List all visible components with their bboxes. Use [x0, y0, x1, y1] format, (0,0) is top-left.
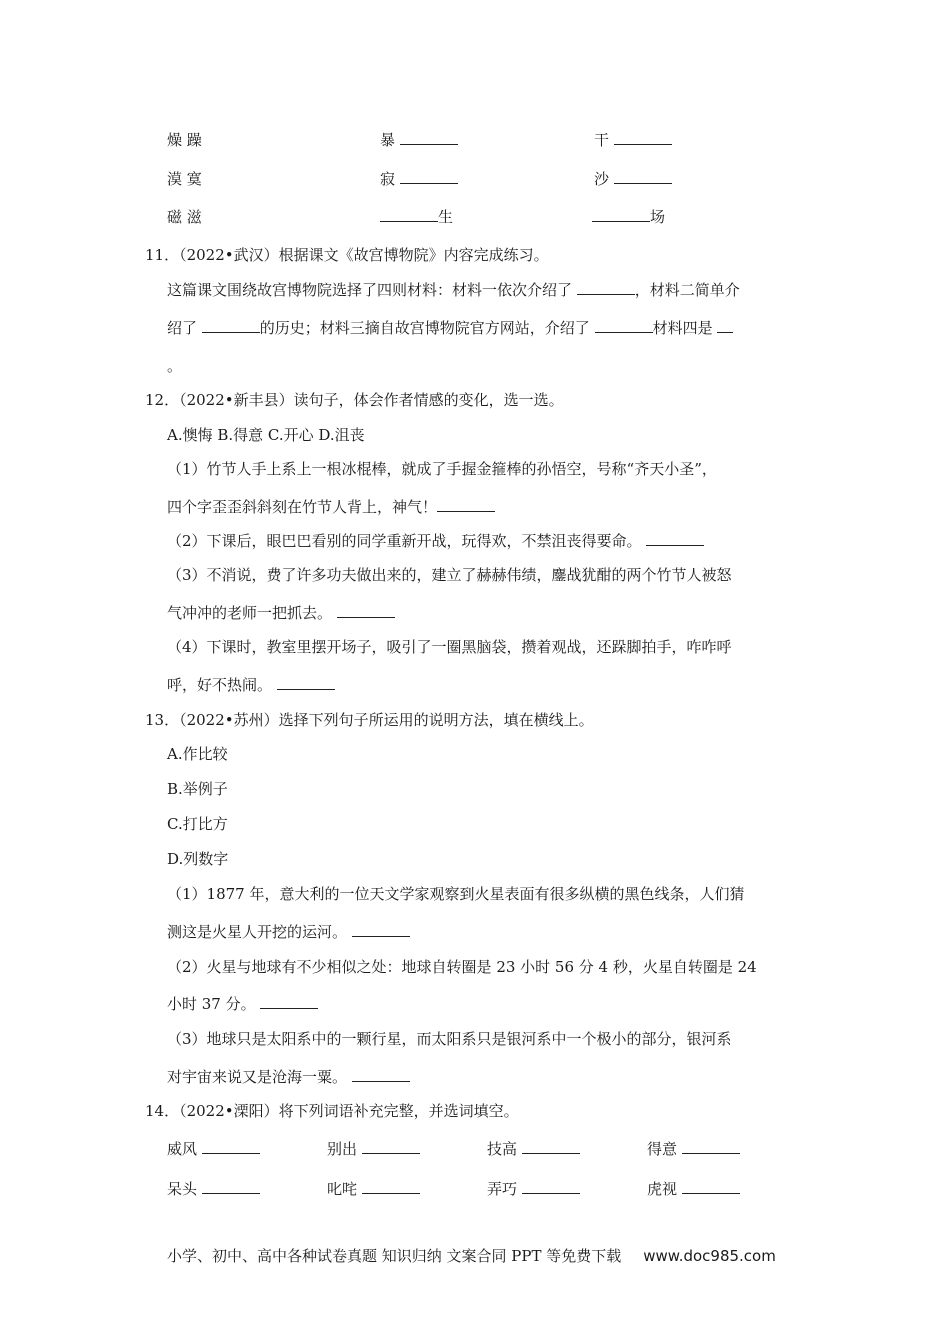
vocab-word: 漠 寞 [167, 170, 202, 188]
question-13-option: A.作比较 [167, 745, 228, 763]
question-13-sentence: 测这是火星人开挖的运河。 [167, 922, 410, 942]
question-14-stem: 14．（2022•溧阳）将下列词语补充完整，并选词填空。 [145, 1102, 519, 1120]
question-13-sentence: （2）火星与地球有不少相似之处：地球自转圈是 23 小时 56 分 4 秒，火星自转圈是 24 [167, 958, 757, 976]
vocab-cell: 沙 [594, 169, 672, 189]
idiom-item: 弄巧 [487, 1179, 580, 1199]
answer-blank[interactable] [577, 280, 635, 295]
question-11-line: 绍了 的历史；材料三摘自故宫博物院官方网站，介绍了 材料四是 [167, 318, 733, 338]
answer-blank[interactable] [592, 207, 650, 222]
question-11-line: 这篇课文围绕故宫博物院选择了四则材料：材料一依次介绍了 ，材料二简单介 [167, 281, 740, 299]
answer-blank[interactable] [595, 318, 653, 333]
question-13-option: D.列数字 [167, 850, 229, 868]
answer-blank[interactable] [202, 318, 260, 333]
idiom-item: 技高 [487, 1139, 580, 1159]
idiom-item: 得意 [647, 1139, 740, 1159]
question-11-line: 。 [167, 357, 183, 375]
answer-blank[interactable] [614, 130, 672, 145]
vocab-cell: 干 [594, 130, 672, 150]
footer-url[interactable]: www.doc985.com [643, 1247, 776, 1265]
question-12-sentence: （4）下课时，教室里摆开场子，吸引了一圈黑脑袋，攒着观战，还跺脚拍手，咋咋呼 [167, 638, 732, 656]
answer-blank[interactable] [277, 675, 335, 690]
question-13-sentence: 对宇宙来说又是沧海一粟。 [167, 1067, 410, 1087]
answer-blank[interactable] [362, 1139, 420, 1154]
question-12-sentence: （1）竹节人手上系上一根冰棍棒，就成了手握金箍棒的孙悟空，号称“齐天小圣”， [167, 460, 717, 478]
answer-blank[interactable] [522, 1139, 580, 1154]
answer-blank[interactable] [380, 207, 438, 222]
idiom-item: 威风 [167, 1139, 260, 1159]
vocab-cell: 暴 [380, 130, 458, 150]
question-13-stem: 13．（2022•苏州）选择下列句子所运用的说明方法，填在横线上。 [145, 711, 594, 729]
answer-blank[interactable] [682, 1139, 740, 1154]
answer-blank[interactable] [646, 531, 704, 546]
question-12-sentence: （3）不消说，费了许多功夫做出来的，建立了赫赫伟绩，鏖战犹酣的两个竹节人被怒 [167, 566, 732, 584]
question-13-option: B.举例子 [167, 780, 228, 798]
question-12-sentence: （2）下课后，眼巴巴看别的同学重新开战，玩得欢，不禁沮丧得要命。 [167, 531, 704, 551]
answer-blank[interactable] [260, 994, 318, 1009]
idiom-item: 别出 [327, 1139, 420, 1159]
answer-blank[interactable] [352, 922, 410, 937]
answer-blank[interactable] [202, 1139, 260, 1154]
answer-blank[interactable] [202, 1179, 260, 1194]
question-13-sentence: 小时 37 分。 [167, 994, 318, 1014]
question-12-sentence: 气冲冲的老师一把抓去。 [167, 603, 395, 623]
answer-blank[interactable] [437, 497, 495, 512]
answer-blank[interactable] [362, 1179, 420, 1194]
idiom-item: 虎视 [647, 1179, 740, 1199]
idiom-item: 叱咤 [327, 1179, 420, 1199]
answer-blank[interactable] [682, 1179, 740, 1194]
vocab-cell: 寂 [380, 169, 458, 189]
answer-blank[interactable] [352, 1067, 410, 1082]
question-13-option: C.打比方 [167, 815, 228, 833]
answer-blank[interactable] [400, 169, 458, 184]
answer-blank[interactable] [614, 169, 672, 184]
question-12-sentence: 四个字歪歪斜斜刻在竹节人背上，神气！ [167, 497, 495, 517]
answer-blank[interactable] [522, 1179, 580, 1194]
vocab-cell: 生 [380, 207, 453, 227]
answer-blank[interactable] [400, 130, 458, 145]
answer-blank[interactable] [717, 318, 733, 333]
page-footer [167, 1245, 776, 1266]
vocab-cell: 场 [592, 207, 665, 227]
question-12-stem: 12．（2022•新丰县）读句子，体会作者情感的变化，选一选。 [145, 391, 564, 409]
answer-blank[interactable] [337, 603, 395, 618]
footer-text: 小学、初中、高中各种试卷真题 知识归纳 文案合同 PPT 等免费下载 [167, 1247, 622, 1265]
question-12-sentence: 呼，好不热闹。 [167, 675, 335, 695]
question-13-sentence: （1）1877 年，意大利的一位天文学家观察到火星表面有很多纵横的黑色线条，人们猜 [167, 885, 745, 903]
idiom-item: 呆头 [167, 1179, 260, 1199]
question-12-options: A.懊悔 B.得意 C.开心 D.沮丧 [167, 426, 365, 444]
question-11-stem: 11．（2022•武汉）根据课文《故宫博物院》内容完成练习。 [145, 246, 549, 264]
vocab-word: 磁 滋 [167, 208, 202, 226]
vocab-word: 燥 躁 [167, 131, 202, 149]
question-13-sentence: （3）地球只是太阳系中的一颗行星，而太阳系只是银河系中一个极小的部分，银河系 [167, 1030, 732, 1048]
